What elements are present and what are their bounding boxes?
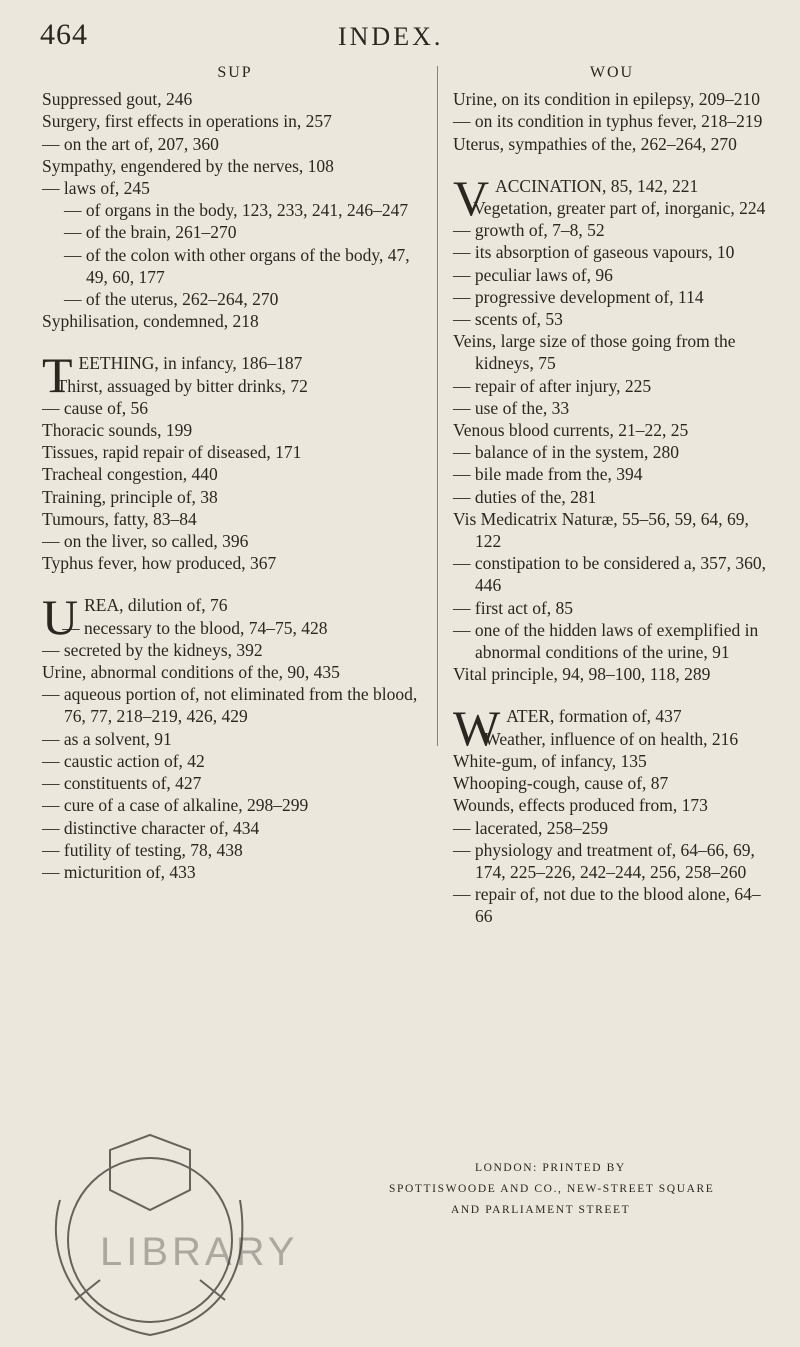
index-entry: Suppressed gout, 246 xyxy=(42,89,193,110)
index-entry: — bile made from the, 394 xyxy=(453,464,643,485)
page-number: 464 xyxy=(40,18,88,51)
index-entry: — physiology and treatment of, 64–66, 69, 174, 225–226, 242–244, 256, 258–260 xyxy=(453,839,755,882)
index-entry: ACCINATION, 85, 142, 221 xyxy=(495,175,699,196)
drop-cap-u: U xyxy=(42,589,79,646)
index-entry: Sympathy, engendered by the nerves, 108 xyxy=(42,155,334,176)
index-entry: White-gum, of infancy, 135 xyxy=(453,750,647,771)
v-entries xyxy=(453,219,771,685)
index-entry: — constipation to be considered a, 357, 360, 446 xyxy=(453,553,766,596)
sup-entries xyxy=(42,88,428,332)
wou-entries xyxy=(453,88,771,155)
index-entry: — use of the, 33 xyxy=(453,397,570,418)
library-stamp xyxy=(40,1130,430,1345)
printer-imprint xyxy=(389,1158,769,1221)
index-entry: — of the brain, 261–270 xyxy=(64,222,237,243)
section-v xyxy=(453,169,771,226)
index-entry: Urine, on its condition in epilepsy, 209–210 xyxy=(453,89,761,110)
index-entry: — distinctive character of, 434 xyxy=(42,817,260,838)
imprint-line-1: LONDON: PRINTED BY xyxy=(475,1162,626,1174)
index-entry: Whooping-cough, cause of, 87 xyxy=(453,773,669,794)
index-entry: ATER, formation of, 437 xyxy=(506,706,682,727)
drop-cap-v: V xyxy=(453,169,490,226)
index-entry: — on the art of, 207, 360 xyxy=(42,133,219,154)
index-entry: Urine, abnormal conditions of the, 90, 435 xyxy=(42,662,340,683)
index-entry: — cause of, 56 xyxy=(42,397,148,418)
index-entry: — micturition of, 433 xyxy=(42,861,196,882)
u-entries xyxy=(42,639,428,883)
section-u xyxy=(42,589,428,646)
index-entry: Vital principle, 94, 98–100, 118, 289 xyxy=(453,664,711,685)
index-entry: — growth of, 7–8, 52 xyxy=(453,220,605,241)
index-entry: — scents of, 53 xyxy=(453,309,563,330)
index-entry: Venous blood currents, 21–22, 25 xyxy=(453,420,689,441)
index-entry: Weather, influence of on health, 216 xyxy=(484,728,739,749)
index-entry: — one of the hidden laws of exemplified in abnormal conditions of the urine, 91 xyxy=(453,619,759,663)
guide-word-right: WOU xyxy=(589,64,635,81)
index-entry: — as a solvent, 91 xyxy=(42,728,172,749)
drop-cap-w: W xyxy=(453,700,501,757)
section-w xyxy=(453,700,771,757)
index-entry: — repair of, not due to the blood alone, 64–66 xyxy=(453,884,761,927)
index-entry: — constituents of, 427 xyxy=(42,773,202,794)
guide-word-left: SUP xyxy=(217,64,253,81)
index-entry: Vegetation, greater part of, inorganic, 224 xyxy=(473,198,766,219)
index-entry: Tissues, rapid repair of diseased, 171 xyxy=(42,442,302,463)
index-entry: — balance of in the system, 280 xyxy=(453,442,679,463)
index-entry: — repair of after injury, 225 xyxy=(453,375,652,396)
index-entry: — progressive development of, 114 xyxy=(453,286,704,307)
running-head: INDEX. xyxy=(338,22,444,51)
index-entry: — on the liver, so called, 396 xyxy=(42,531,249,552)
index-entry: Tumours, fatty, 83–84 xyxy=(42,508,197,529)
index-entry: Uterus, sympathies of the, 262–264, 270 xyxy=(453,133,737,154)
section-t xyxy=(42,347,428,404)
index-entry: — futility of testing, 78, 438 xyxy=(42,839,243,860)
imprint-line-2: SPOTTISWOODE AND CO., NEW-STREET SQUARE xyxy=(389,1183,715,1195)
stamp-text: LIBRARY xyxy=(100,1230,299,1274)
index-entry: Typhus fever, how produced, 367 xyxy=(42,553,277,574)
index-entry: — on its condition in typhus fever, 218–219 xyxy=(453,111,763,132)
index-entry: Thirst, assuaged by bitter drinks, 72 xyxy=(56,375,308,396)
index-entry: — of the uterus, 262–264, 270 xyxy=(64,289,279,310)
imprint-line-3: AND PARLIAMENT STREET xyxy=(451,1204,631,1216)
index-entry: — secreted by the kidneys, 392 xyxy=(42,639,263,660)
index-entry: — necessary to the blood, 74–75, 428 xyxy=(62,617,328,638)
index-entry: — of the colon with other organs of the body, 47, 49, 60, 177 xyxy=(64,244,410,287)
w-entries xyxy=(453,750,771,928)
index-entry: Syphilisation, condemned, 218 xyxy=(42,311,259,332)
index-entry: — lacerated, 258–259 xyxy=(453,817,609,838)
index-entry: Surgery, first effects in operations in, 257 xyxy=(42,111,332,132)
index-entry: — of organs in the body, 123, 233, 241, 246–247 xyxy=(64,200,409,221)
index-entry: Vis Medicatrix Naturæ, 55–56, 59, 64, 69, 122 xyxy=(453,508,749,552)
index-entry: — peculiar laws of, 96 xyxy=(453,264,613,285)
index-entry: Veins, large size of those going from the kidneys, 75 xyxy=(453,331,736,374)
index-entry: — duties of the, 281 xyxy=(453,486,597,507)
index-column-left xyxy=(42,62,428,883)
drop-cap-t: T xyxy=(42,347,73,404)
index-entry: — first act of, 85 xyxy=(453,597,574,618)
index-entry: — its absorption of gaseous vapours, 10 xyxy=(453,242,735,263)
index-entry: — laws of, 245 xyxy=(42,178,150,199)
index-entry: — caustic action of, 42 xyxy=(42,750,205,771)
index-entry: Thoracic sounds, 199 xyxy=(42,420,193,441)
t-entries xyxy=(42,397,428,575)
column-divider xyxy=(437,66,438,746)
index-entry: Wounds, effects produced from, 173 xyxy=(453,795,708,816)
index-entry: — cure of a case of alkaline, 298–299 xyxy=(42,795,309,816)
index-entry: — aqueous portion of, not eliminated from the blood, 76, 77, 218–219, 426, 429 xyxy=(42,684,418,727)
index-entry: EETHING, in infancy, 186–187 xyxy=(78,353,303,374)
index-entry: Tracheal congestion, 440 xyxy=(42,464,218,485)
index-entry: REA, dilution of, 76 xyxy=(84,595,228,616)
index-entry: Training, principle of, 38 xyxy=(42,486,218,507)
index-column-right xyxy=(453,62,771,928)
